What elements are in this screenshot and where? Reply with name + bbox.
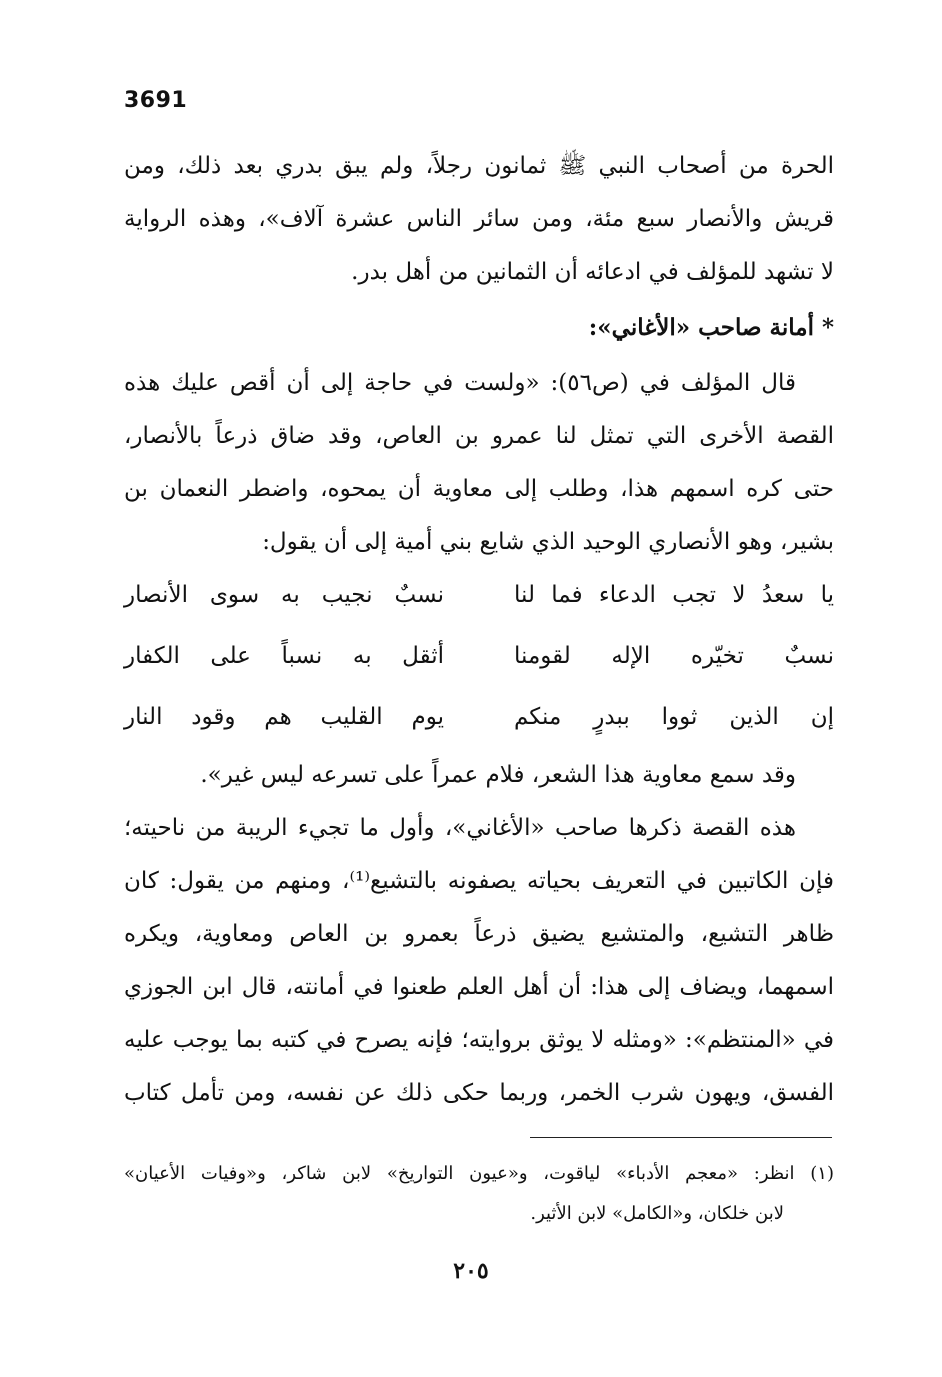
text-line: اسمهما، ويضاف إلى هذا: أن أهل العلم طعنوا في أمانته، قال ابن الجوزي bbox=[124, 974, 834, 1000]
text-line: ظاهر التشيع، والمتشيع يضيق ذرعاً بعمرو بن العاص ومعاوية، ويكره bbox=[124, 921, 834, 947]
text-line: حتى كره اسمهم هذا، وطلب إلى معاوية أن يمحوه، واضطر النعمان بن bbox=[124, 476, 834, 502]
poem-hemistich-second: نسبٌ نجيب به سوى الأنصار bbox=[124, 582, 444, 608]
paragraph-2 bbox=[124, 357, 834, 569]
text-line: لا تشهد للمؤلف في ادعائه أن الثمانين من أهل بدر. bbox=[351, 259, 834, 285]
poem-verse bbox=[124, 565, 834, 626]
text-line: القصة الأخرى التي تمثل لنا عمرو بن العاص، وقد ضاق ذرعاً بالأنصار، bbox=[124, 423, 834, 449]
poem-verse bbox=[124, 626, 834, 687]
after-poem bbox=[124, 749, 834, 802]
footnote-divider bbox=[530, 1137, 832, 1138]
text-line: الحرة من أصحاب النبي ﷺ ثمانون رجلاً، ولم يبق بدري بعد ذلك، ومن bbox=[124, 153, 834, 179]
text-line: فإن الكاتبين في التعريف بحياته يصفونه بالتشيع⁽¹⁾، ومنهم من يقول: كان bbox=[124, 868, 834, 894]
paragraph-1 bbox=[124, 140, 834, 299]
text-line: هذه القصة ذكرها صاحب «الأغاني»، وأول ما تجيء الريبة من ناحيته؛ bbox=[124, 815, 796, 841]
poem bbox=[124, 565, 834, 748]
text-line: بشير، وهو الأنصاري الوحيد الذي شايع بني أمية إلى أن يقول: bbox=[262, 529, 834, 555]
heading-amanat-al-aghani: * أمانة صاحب «الأغاني»: bbox=[588, 314, 834, 341]
poem-hemistich-second: أثقل به نسباً على الكفار bbox=[124, 643, 444, 669]
footnotes bbox=[124, 1154, 834, 1234]
poem-hemistich-first: يا سعدُ لا تجب الدعاء فما لنا bbox=[514, 582, 834, 608]
page-code: 3691 bbox=[124, 88, 188, 113]
text-line: الفسق، ويهون شرب الخمر، وربما حكى ذلك عن نفسه، ومن تأمل كتاب bbox=[124, 1080, 834, 1106]
page-number: ٢٠٥ bbox=[453, 1258, 489, 1284]
text-line: قريش والأنصار سبع مئة، ومن سائر الناس عشرة آلاف»، وهذه الرواية bbox=[124, 206, 834, 232]
footnote-line: لابن خلكان، و«الكامل» لابن الأثير. bbox=[530, 1203, 784, 1224]
footnote-line: (١) انظر: «معجم الأدباء» لياقوت، و«عيون التواريخ» لابن شاكر، و«وفيات الأعيان» bbox=[124, 1163, 834, 1184]
poem-hemistich-first: إن الذين ثووا ببدرٍ منكم bbox=[514, 704, 834, 730]
text-line: في «المنتظم»: «ومثله لا يوثق بروايته؛ فإنه يصرح في كتبه بما يوجب عليه bbox=[124, 1027, 834, 1053]
paragraph-3 bbox=[124, 802, 834, 1120]
text-line: وقد سمع معاوية هذا الشعر، فلام عمراً على تسرعه ليس غير». bbox=[200, 762, 796, 788]
section-heading bbox=[124, 301, 834, 354]
poem-hemistich-first: نسبٌ تخيّره الإله لقومنا bbox=[514, 643, 834, 669]
poem-hemistich-second: يوم القليب هم وقود النار bbox=[124, 704, 444, 730]
text-line: قال المؤلف في (ص٥٦): «ولست في حاجة إلى أن أقص عليك هذه bbox=[124, 370, 797, 396]
poem-verse bbox=[124, 687, 834, 748]
